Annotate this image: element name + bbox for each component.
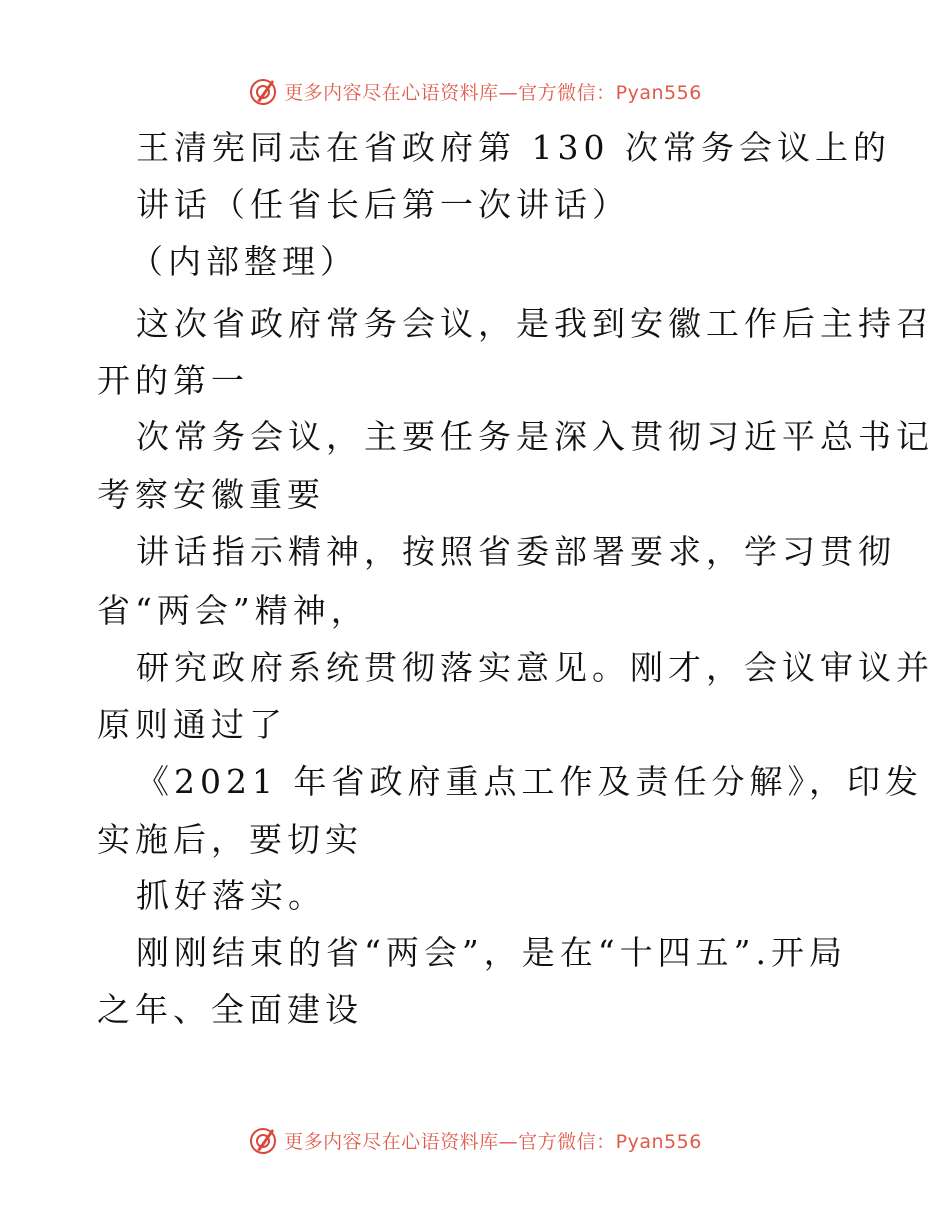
text-line: 省“两会”精神， bbox=[97, 591, 369, 630]
text-line: 实施后，要切实 bbox=[97, 820, 363, 859]
footer-watermark bbox=[0, 1120, 950, 1160]
text-line: 之年、全面建设 bbox=[97, 990, 363, 1029]
quill-seal-logo-icon bbox=[248, 1125, 278, 1155]
text-line: （内部整理） bbox=[130, 242, 358, 281]
text-line: 刚刚结束的省“两会”，是在“十四五”.开局 bbox=[136, 933, 847, 972]
watermark-text: 更多内容尽在心语资料库—官方微信：Pyan556 bbox=[284, 1130, 702, 1153]
text-line: 《2021 年省政府重点工作及责任分解》，印发 bbox=[136, 762, 923, 801]
watermark-text: 更多内容尽在心语资料库—官方微信：Pyan556 bbox=[284, 81, 702, 104]
text-line: 开的第一 bbox=[97, 361, 249, 400]
text-line: 讲话指示精神，按照省委部署要求，学习贯彻 bbox=[136, 532, 896, 571]
text-line: 次常务会议，主要任务是深入贯彻习近平总书记 bbox=[136, 417, 934, 456]
text-line: 原则通过了 bbox=[97, 705, 287, 744]
text-line: 研究政府系统贯彻落实意见。刚才，会议审议并 bbox=[136, 648, 934, 687]
text-line: 这次省政府常务会议，是我到安徽工作后主持召 bbox=[136, 304, 934, 343]
text-line: 考察安徽重要 bbox=[97, 475, 325, 514]
text-line: 抓好落实。 bbox=[136, 876, 326, 915]
quill-seal-logo-icon bbox=[248, 76, 278, 106]
text-line: 讲话（任省长后第一次讲话） bbox=[136, 185, 630, 224]
header-watermark bbox=[0, 71, 950, 111]
text-line: 王清宪同志在省政府第 130 次常务会议上的 bbox=[136, 128, 891, 167]
